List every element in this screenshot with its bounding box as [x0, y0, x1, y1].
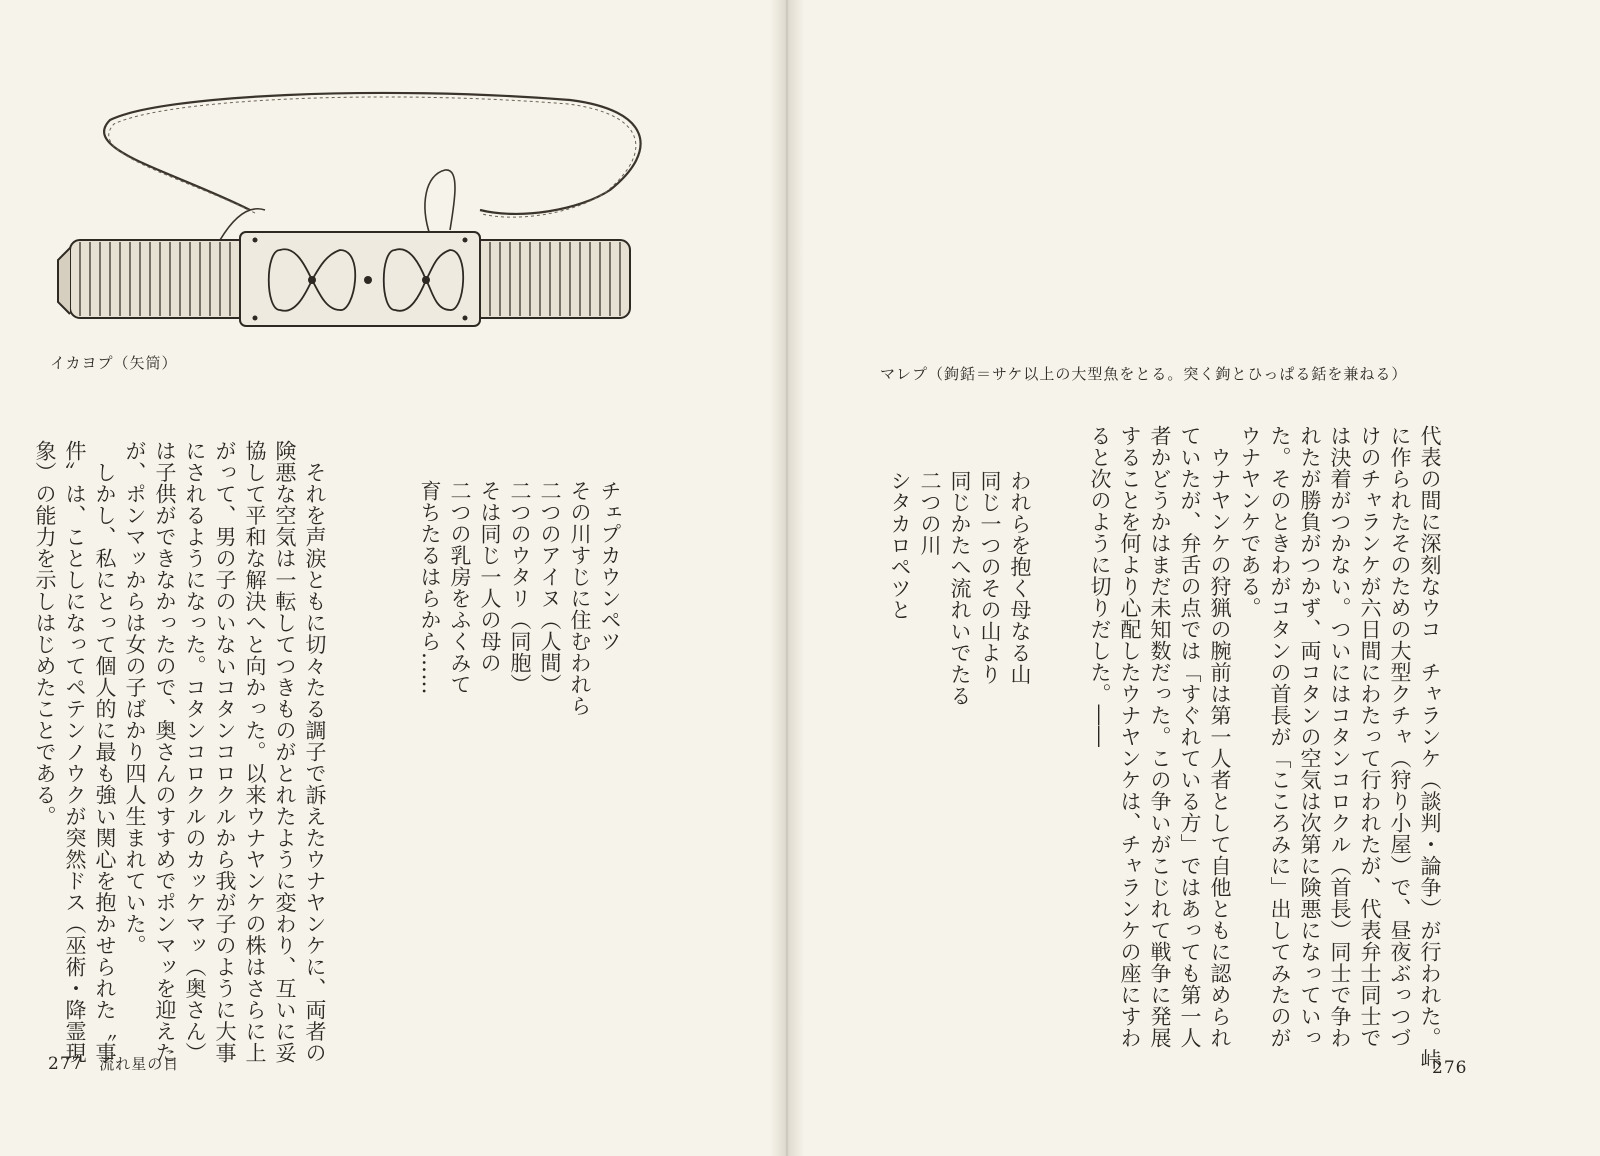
prose-line: た。そのときわがコタンの首長が「こころみに」出してみたのが: [1268, 425, 1292, 1049]
prose-line: 者かどうかはまだ未知数だった。この争いがこじれて戦争に発展: [1148, 425, 1172, 1049]
ikayop-quiver-illustration: [50, 90, 680, 350]
page-number: 277: [48, 1054, 84, 1074]
figure-caption-ikayop: イカヨプ（矢筒）: [50, 354, 178, 372]
prose-line: 代表の間に深刻なウコ チャランケ（談判・論争）が行われた。峠: [1418, 425, 1442, 1070]
poem-line: 二つの乳房をふくみて: [448, 480, 472, 695]
prose-line: が、ポンマッからは女の子ばかり四人生まれていた。: [123, 440, 147, 956]
poem-line: 育ちたるはらから……: [418, 480, 442, 695]
right-page: [786, 0, 1600, 1156]
prose-line: けのチャランケが六日間にわたって行われたが、代表弁士同士で: [1358, 425, 1382, 1049]
prose-line: は子供ができなかったので、奥さんのすすめでポンマッを迎えた: [153, 440, 177, 1064]
poem-line: われらを抱く母なる山: [1008, 470, 1032, 685]
prose-line: に作られたそのための大型クチャ（狩り小屋）で、昼夜ぶっつづ: [1388, 425, 1412, 1049]
poem-line: 二つのウタリ（同胞）: [508, 480, 532, 695]
prose-line: それを声涙ともに切々たる調子で訴えたウナヤンケに、両者の: [303, 440, 327, 1064]
prose-line: ウナヤンケの狩猟の腕前は第一人者として自他ともに認められ: [1208, 425, 1232, 1049]
prose-line: しかし、私にとって個人的に最も強い関心を抱かせられた〝事: [93, 440, 117, 1064]
poem-line: 同じかたへ流れいでたる: [948, 470, 972, 707]
page-number: 276: [1432, 1058, 1468, 1078]
prose-line: することを何より心配したウナヤンケは、チャランケの座にすわ: [1118, 425, 1142, 1049]
prose-line: ていたが、弁舌の点では「すぐれている方」ではあっても第一人: [1178, 425, 1202, 1049]
prose-line: ると次のように切りだした。――: [1088, 425, 1112, 748]
prose-line: がって、男の子のいないコタンコロクルから我が子のように大事: [213, 440, 237, 1064]
prose-line: 険悪な空気は一転してつきものがとれたように変わり、互いに妥: [273, 440, 297, 1064]
poem-line: 同じ一つのその山より: [978, 470, 1002, 685]
prose-line: 象）の能力を示しはじめたことである。: [33, 440, 57, 827]
prose-line: れたが勝負がつかず、両コタンの空気は次第に険悪になっていっ: [1298, 425, 1322, 1049]
prose-block-right: [1085, 425, 1445, 1070]
poem-line: シタカロペツと: [888, 470, 912, 621]
poem-block-left: [415, 480, 625, 730]
page-footer-right: [1432, 1058, 1477, 1078]
poem-line: 二つの川: [918, 470, 942, 556]
left-page: [0, 0, 786, 1156]
page-footer-left: [48, 1053, 179, 1074]
prose-line: にされるようになった。コタンコロクルのカッケマッ（奥さん）: [183, 440, 207, 1064]
prose-line: 件〟は、ことしになってペテンノウクが突然ドス（巫術・降霊現: [63, 440, 87, 1064]
running-title: 流れ星の日: [99, 1055, 180, 1073]
poem-line: 二つのアイヌ（人間）: [538, 480, 562, 695]
poem-line: そは同じ一人の母の: [478, 480, 502, 674]
poem-line: チェプカウンペツ: [598, 480, 622, 652]
prose-line: ウナヤンケである。: [1238, 425, 1262, 619]
book-gutter: [770, 0, 804, 1156]
prose-line: は決着がつかない。ついにはコタンコロクル（首長）同士で争わ: [1328, 425, 1352, 1049]
poem-line: その川すじに住むわれら: [568, 480, 592, 717]
prose-line: 協して平和な解決へと向かった。以来ウナヤンケの株はさらに上: [243, 440, 267, 1064]
poem-block-right: [885, 470, 1035, 710]
figure-caption-marep: マレプ（鉤銛＝サケ以上の大型魚をとる。突く鉤とひっぱる銛を兼ねる）: [880, 365, 1408, 383]
